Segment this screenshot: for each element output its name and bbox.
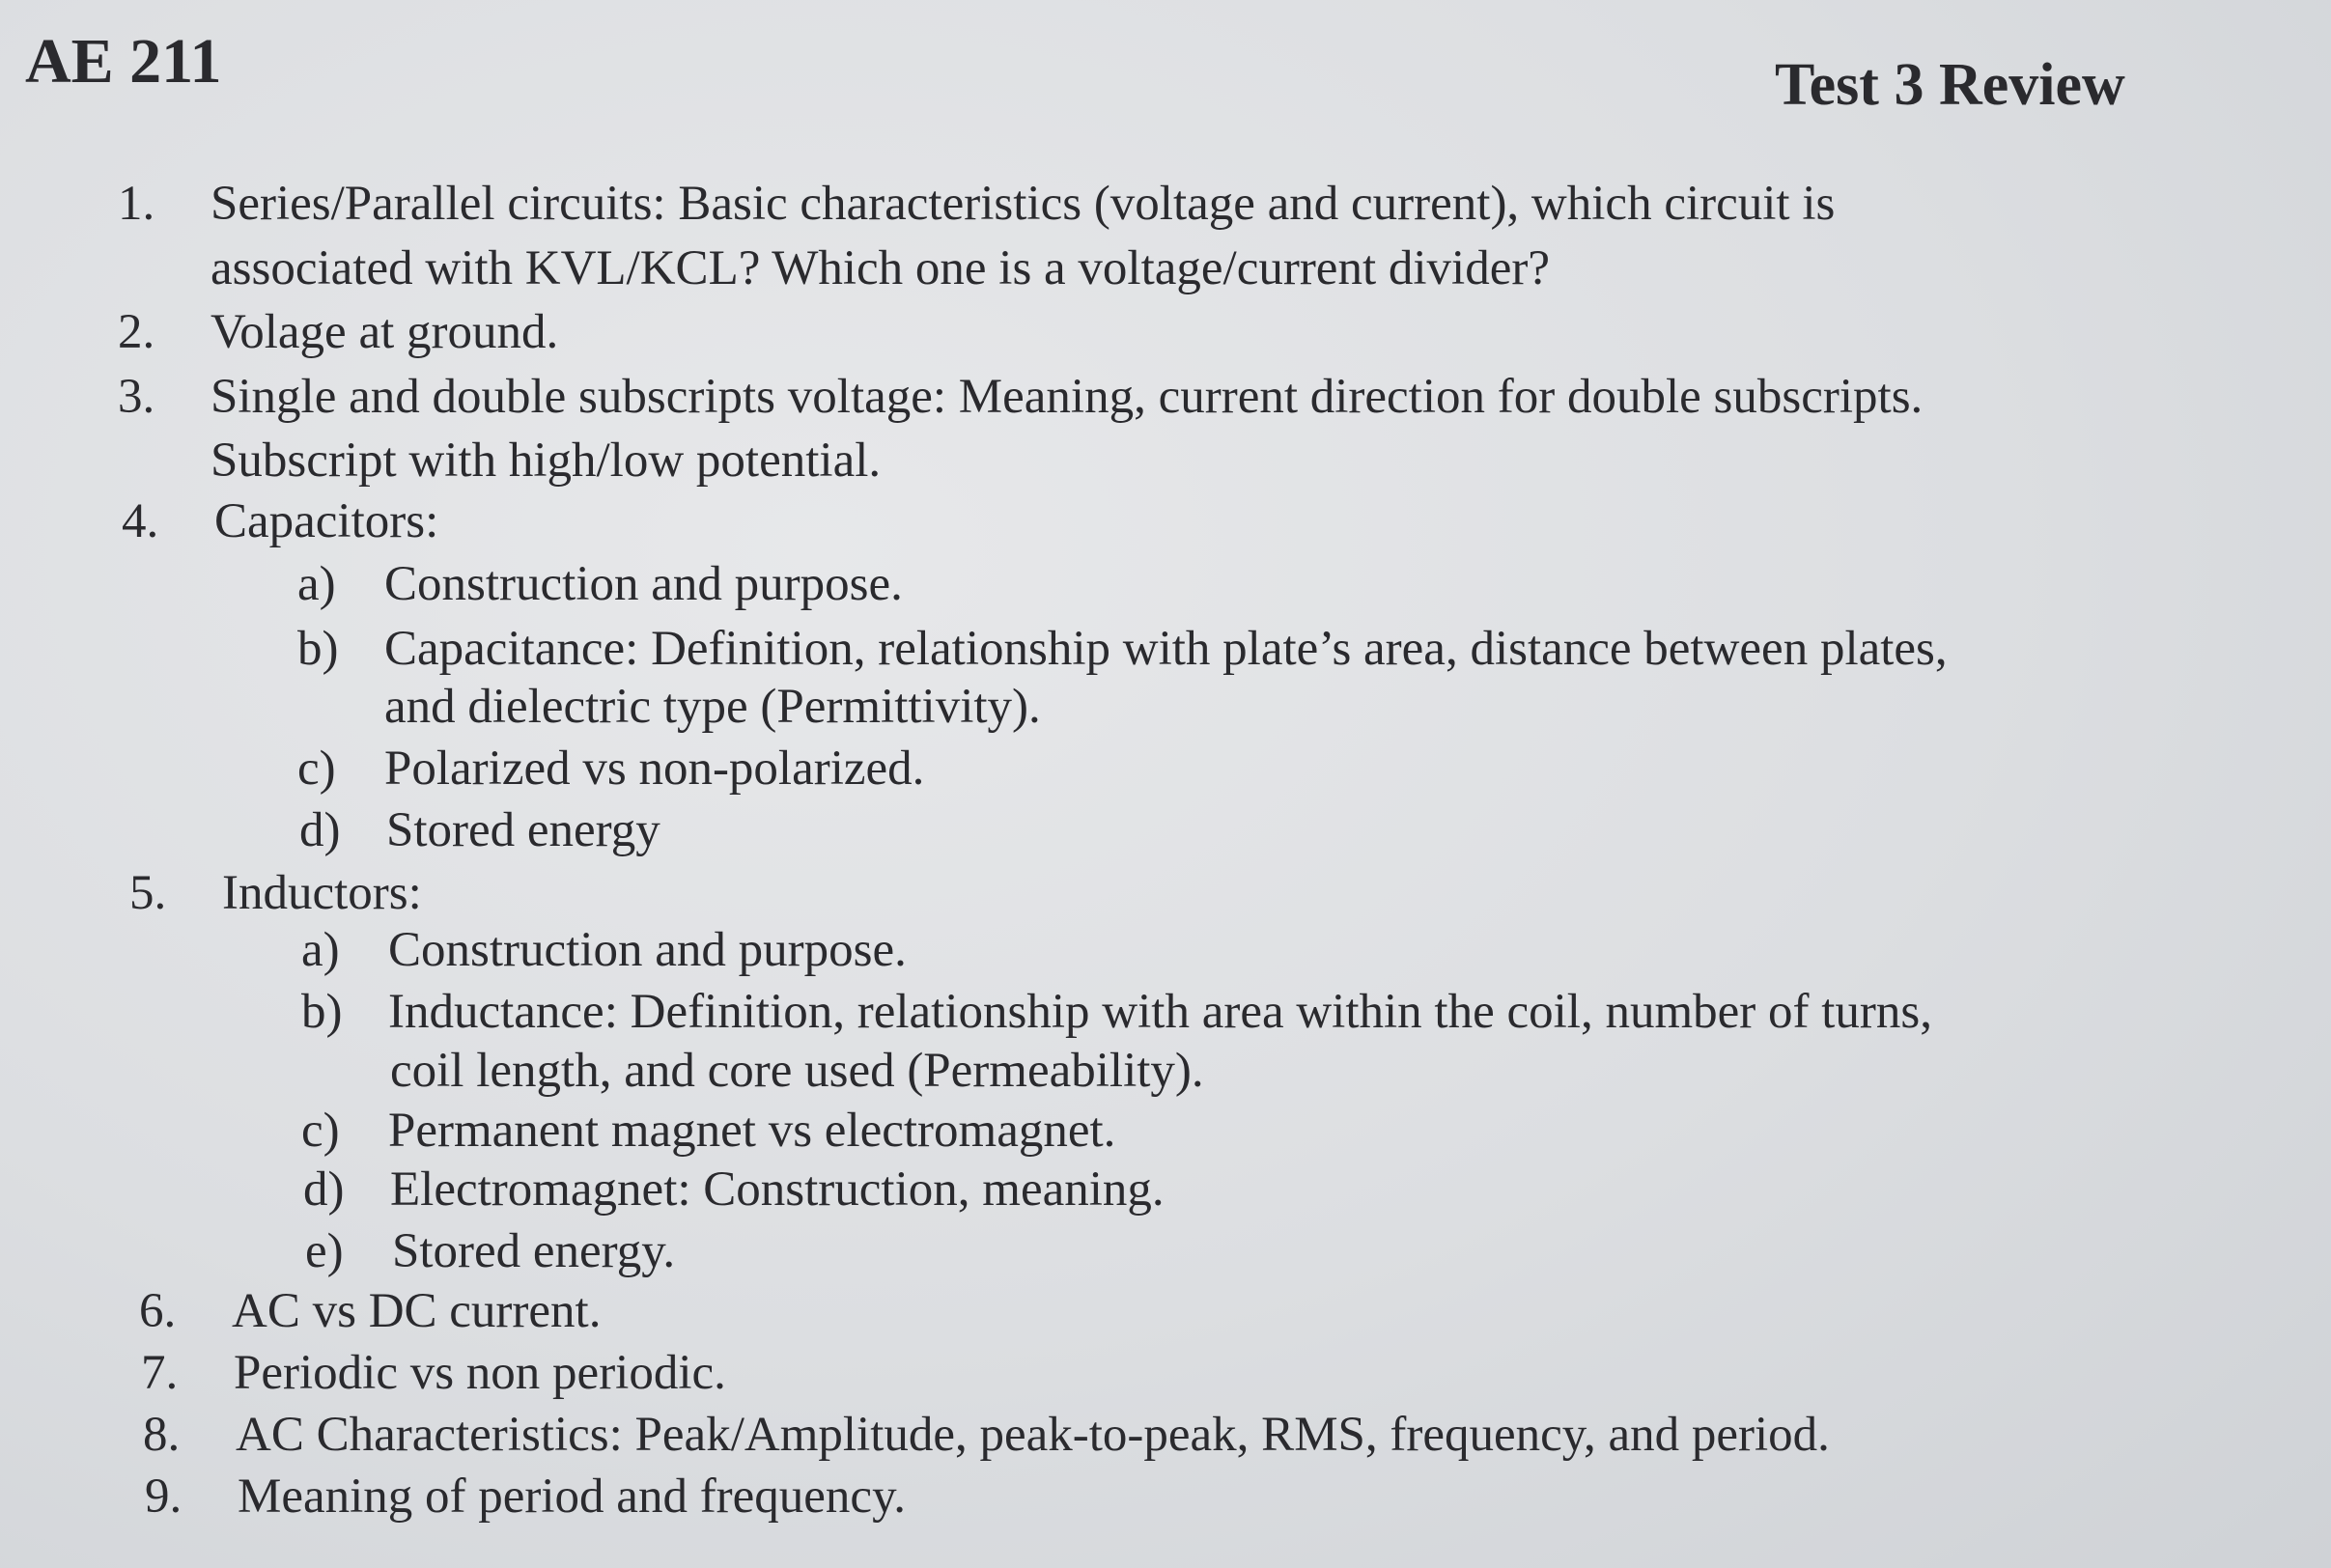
item-text: AC Characteristics: Peak/Amplitude, peak-to-peak, RMS, frequency, and period.: [236, 1408, 1830, 1462]
item-number: 8.: [143, 1408, 181, 1462]
item-number: 9.: [145, 1470, 183, 1524]
subitem-5d: [303, 1162, 1165, 1217]
subitem-letter: d): [299, 803, 341, 857]
item-7: [141, 1346, 726, 1400]
item-number: 4.: [122, 494, 159, 548]
item-1: [118, 177, 1835, 231]
subitem-text: Permanent magnet vs electromagnet.: [388, 1104, 1116, 1158]
item-text: Series/Parallel circuits: Basic characteristics (voltage and current), which circuit is: [211, 177, 1836, 231]
item-text: Single and double subscripts voltage: Meaning, current direction for double subscripts.: [211, 370, 1924, 424]
subitem-5e: [305, 1224, 675, 1278]
item-9: [145, 1470, 906, 1524]
item-8: [143, 1408, 1830, 1462]
item-text: Periodic vs non periodic.: [234, 1346, 726, 1400]
subitem-4b-continuation: [384, 680, 1041, 734]
item-number: 2.: [118, 305, 155, 359]
subitem-letter: a): [301, 923, 340, 977]
item-number: 7.: [141, 1346, 179, 1400]
subitem-4d: [299, 803, 660, 857]
subitem-5b-continuation: [390, 1044, 1204, 1098]
subitem-4c: [297, 742, 924, 796]
subitem-letter: e): [305, 1224, 344, 1278]
subitem-text: Inductance: Definition, relationship with area within the coil, number of turns,: [388, 985, 1932, 1039]
item-number: 6.: [139, 1284, 177, 1338]
item-6: [139, 1284, 601, 1338]
subitem-letter: b): [297, 622, 339, 676]
item-number: 3.: [118, 370, 155, 424]
subitem-letter: d): [303, 1162, 345, 1217]
item-3-continuation: [211, 434, 881, 488]
subitem-text: and dielectric type (Permittivity).: [384, 680, 1041, 734]
item-4: [122, 494, 438, 548]
subitem-text: Polarized vs non-polarized.: [384, 742, 925, 796]
test-title: Test 3 Review: [1775, 52, 2125, 118]
item-text: associated with KVL/KCL? Which one is a voltage/current divider?: [211, 241, 1550, 295]
subitem-4a: [297, 557, 903, 611]
item-text: Subscript with high/low potential.: [211, 434, 882, 488]
item-number: 5.: [129, 866, 167, 920]
subitem-text: Construction and purpose.: [384, 557, 903, 611]
item-text: Inductors:: [222, 866, 422, 920]
item-2: [118, 305, 558, 359]
subitem-text: Stored energy: [386, 803, 660, 857]
subitem-text: coil length, and core used (Permeability).: [390, 1044, 1204, 1098]
item-5: [129, 866, 422, 920]
subitem-text: Construction and purpose.: [388, 923, 907, 977]
subitem-4b: [297, 622, 1948, 676]
subitem-text: Electromagnet: Construction, meaning.: [390, 1162, 1165, 1217]
item-3: [118, 370, 1923, 424]
subitem-text: Stored energy.: [392, 1224, 676, 1278]
subitem-letter: c): [301, 1104, 340, 1158]
item-1-continuation: [211, 241, 1550, 295]
item-text: AC vs DC current.: [232, 1284, 602, 1338]
course-code: AE 211: [25, 26, 222, 97]
subitem-text: Capacitance: Definition, relationship with plate’s area, distance between plates,: [384, 622, 1948, 676]
subitem-letter: c): [297, 742, 336, 796]
item-text: Capacitors:: [214, 494, 439, 548]
subitem-5b: [301, 985, 1932, 1039]
item-text: Meaning of period and frequency.: [238, 1470, 907, 1524]
item-text: Volage at ground.: [211, 305, 559, 359]
item-number: 1.: [118, 177, 155, 231]
subitem-letter: b): [301, 985, 343, 1039]
subitem-5a: [301, 923, 907, 977]
subitem-letter: a): [297, 557, 336, 611]
subitem-5c: [301, 1104, 1115, 1158]
